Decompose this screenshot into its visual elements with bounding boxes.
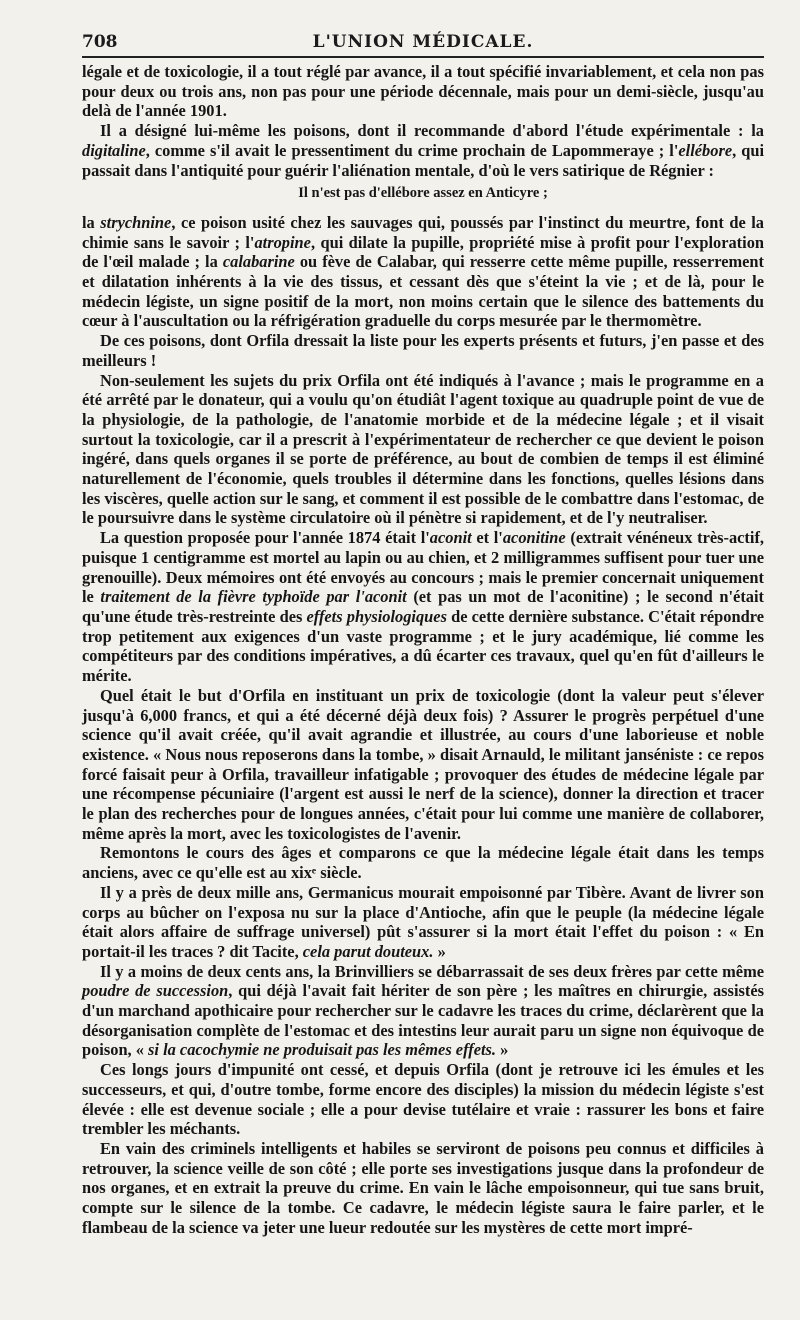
italic-term: aconit: [429, 528, 472, 548]
paragraph: [82, 883, 764, 962]
paragraph: [82, 843, 764, 882]
text-run: Ces longs jours d'impunité ont cessé, et depuis Orfila (dont je retrouve ici les émules et les successeurs, et qui, d'outre tombe, forme encore des disciples) la mission du médecin légiste s'est élevée : elle est devenue sociale ; elle a pour devise tutélaire et vraie : rassurer les bons et faire trembler les méchants.: [82, 1060, 764, 1139]
text-run: »: [433, 941, 446, 961]
italic-term: cela parut douteux.: [302, 941, 434, 961]
text-run: En vain des criminels intelligents et habiles se serviront de poisons peu connus et difficiles à retrouver, la science veille de son côté ; elle porte ses investigations jusque dans la profondeur de nos organes, et en extrait la preuve du crime. En vain le lâche empoisonneur, qui tue sans bruit, compte sur le silence de la tombe. Ce cadavre, le médecin légiste saura le faire parler, et le flambeau de la science va jeter une lueur redoutée sur les mystères de cette mort impré-: [82, 1138, 764, 1237]
text-run: »: [496, 1040, 509, 1060]
text-run: Il y a moins de deux cents ans, la Brinvilliers se débarrassait de ses deux frères par cette même: [100, 961, 764, 981]
running-title: L'UNION MÉDICALE.: [312, 32, 534, 52]
text-run: (extrait vénéneux très-actif, puisque 1 centigramme est mortel au lapin ou au chien, et 2 milligrammes suffisent pour tuer une grenouille). Deux mémoires ont été envoyés au concours ; mais le premier concernait uniquement le: [82, 528, 764, 607]
text-run: légale et de toxicologie, il a tout réglé par avance, il a tout spécifié invariablement, et cela non pas pour deux ou trois ans, non pas pour une période décennale, mais pour un demi-siècle, jusqu'au delà de l'année 1901.: [82, 62, 764, 121]
text-run: Il a désigné lui-même les poisons, dont il recommande d'abord l'étude expérimentale : la: [100, 121, 764, 141]
italic-term: digitaline: [82, 140, 146, 160]
text-run: , qui dilate la pupille, propriété mise à profit pour l'exploration de l'œil malade ; la: [82, 232, 765, 272]
paragraph: [82, 686, 764, 844]
text-run: Non-seulement les sujets du prix Orfila ont été indiqués à l'avance ; mais le programme en a été arrêté par le donateur, qui a voulu qu'on étudiât l'agent toxique au quadruple point de vue de la physiologie, de la pathologie, de l'anatomie morbide et de la médecine légale ; et il visait surtout la toxicologie, car il a prescrit à l'expérimentateur de rechercher ce que devient le poison ingéré, dans quels organes il se porte de préférence, au bout de combien de temps il est éliminé naturellement de l'économie, quels troubles il détermine dans les fonctions, quelles lésions dans les viscères, quelle action sur le sang, et comment il est possible de le combattre dans l'estomac, de le poursuivre dans le système circulatoire où il pénètre si rapidement, et de l'y neutraliser.: [82, 370, 764, 528]
italic-term: si la cacochymie ne produisait pas les mêmes effets.: [148, 1040, 497, 1060]
paragraph: [82, 213, 764, 331]
text-run: (et pas un mot de l'aconitine) ; le second n'était qu'une étude très-restreinte des: [82, 587, 764, 626]
italic-term: atropine: [254, 232, 311, 252]
verse-quote: [82, 184, 764, 204]
text-run: Remontons le cours des âges et comparons ce que la médecine légale était dans les temps anciens, avec ce qu'elle est au xixᵉ siècle.: [82, 843, 764, 883]
text-run: et l': [471, 528, 503, 548]
italic-term: poudre de succession: [82, 981, 229, 1001]
text-run: Il n'est pas d'ellébore assez en Anticyre ;: [298, 185, 548, 202]
italic-term: aconitine: [502, 528, 566, 548]
page-number: 708: [82, 32, 118, 52]
paragraph: [82, 1139, 764, 1238]
text-run: , ce poison usité chez les sauvages qui, poussés par l'instinct du meurtre, font de la chimie sans le savoir ; l': [82, 212, 764, 252]
paragraph: [82, 121, 764, 180]
text-run: , qui déjà l'avait fait hériter de son père ; les maîtres en chirurgie, assistés d'un marchand apothicaire pour rechercher sur le cadavre les traces du crime, déclarèrent que la désorganisation complète de l'estomac et des intestins leur aurait paru un signe non équivoque de poison, «: [82, 981, 764, 1060]
page-header: [82, 30, 764, 58]
italic-term: calabarine: [222, 252, 295, 272]
italic-term: effets physiologiques: [306, 606, 447, 626]
paragraph: [82, 528, 764, 686]
paragraph: [82, 62, 764, 121]
paragraph: [82, 331, 764, 370]
text-run: de cette dernière substance. C'était répondre trop petitement aux exigences d'un vaste programme ; et le jury académique, lié comme les compétiteurs par des conditions impératives, a dû écarter ces travaux, quel qu'en fût d'ailleurs le mérite.: [82, 606, 764, 686]
text-run: la: [82, 212, 101, 232]
text-run: La question proposée pour l'année 1874 était l': [100, 528, 430, 548]
text-run: , qui passait dans l'antiquité pour guérir l'aliénation mentale, d'où le vers satirique de Régnier :: [82, 140, 764, 180]
text-run: Quel était le but d'Orfila en instituant un prix de toxicologie (dont la valeur peut s'élever jusqu'à 6,000 francs, et qui a été décerné déjà deux fois) ? Assurer le progrès perpétuel d'une science qu'il avait créée, qu'il avait agrandie et illustrée, au cours d'une laborieuse et noble existence. « Nous nous reposerons dans la tombe, » disait Arnauld, le militant janséniste : ce repos forcé faisait peur à Orfila, travailleur infatigable ; provoquer des études de médecine légale par une récompense pécuniaire (l'argent est aussi le nerf de la science), donner la direction et tracer le plan des recherches pour de longues années, c'était pour lui comme une manière de collaborer, même après la mort, avec les toxicologistes de l'avenir.: [82, 685, 764, 843]
text-run: , comme s'il avait le pressentiment du crime prochain de Lapommeraye ; l': [145, 140, 679, 160]
italic-term: strychnine: [100, 212, 172, 232]
text-run: Il y a près de deux mille ans, Germanicus mourait empoisonné par Tibère. Avant de livrer son corps au bûcher on l'exposa nu sur la place d'Antioche, afin que le peuple (la médecine légale était alors affaire de suffrage universel) pût s'assurer si la mort était l'effet du poison : « En portait-il les traces ? dit Tacite,: [82, 882, 764, 961]
paragraph: [82, 371, 764, 529]
article-body: [82, 62, 764, 1237]
text-run: De ces poisons, dont Orfila dressait la liste pour les experts présents et futurs, j'en passe et des meilleurs !: [82, 331, 764, 370]
italic-term: ellébore: [678, 140, 733, 160]
text-run: ou fève de Calabar, qui resserre cette même pupille, resserrement et dilatation inhérents à la vie des tissus, et cessant dès que s'éteint la vie ; et de là, pour le médecin légiste, un signe positif de la mort, non moins certain que le silence des battements du cœur à l'auscultation ou la réfrigération graduelle du corps mesurée par le thermomètre.: [82, 252, 764, 331]
paragraph: [82, 1060, 764, 1139]
italic-term: traitement de la fièvre typhoïde par l'aconit: [100, 587, 407, 607]
paragraph: [82, 962, 764, 1061]
